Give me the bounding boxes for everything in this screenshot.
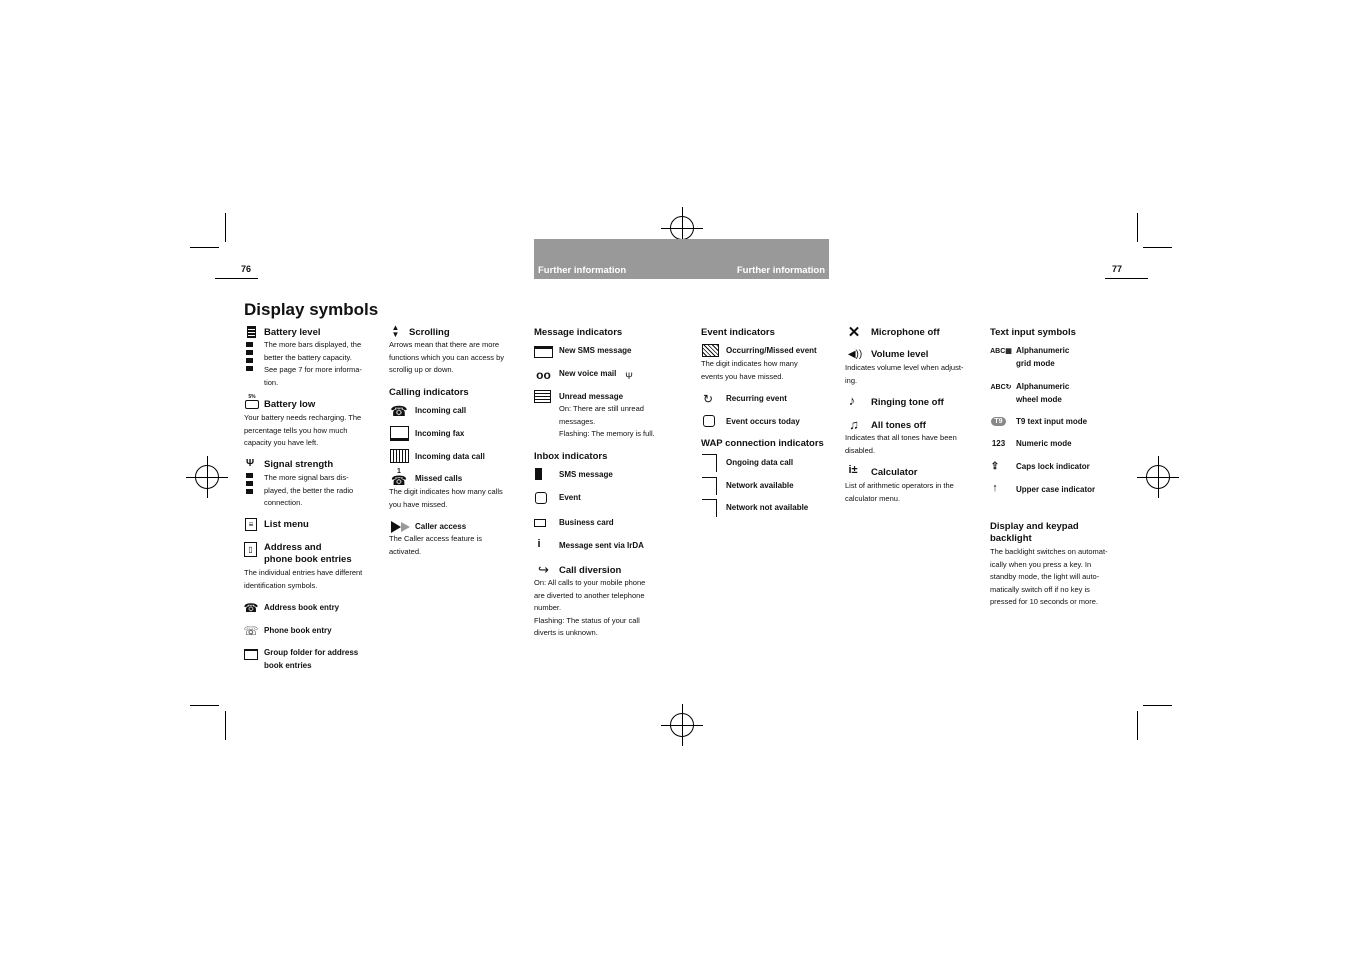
registration-mark [1146,465,1170,489]
call-diversion-text: On: All calls to your mobile phone are diverted to another telephone number. Flashing: The status of your call diverts is unknown. [534,578,646,637]
numeric-mode-label: Numeric mode [1016,439,1072,448]
crop-mark [225,213,226,242]
battery-level-text: The more bars displayed, the better the battery capacity. See page 7 for more informa- tion. [264,340,362,387]
alphanumeric-wheel-label: Alphanumeric wheel mode [1016,382,1070,404]
battery-level-title: Battery level [264,327,321,338]
wap-indicators-title: WAP connection indicators [701,438,824,449]
folder-icon [244,648,258,660]
ringing-tone-off-icon: ♪ [848,393,856,408]
battery-bars-icon [246,342,253,374]
abc-wheel-icon: ABC ↻ [990,383,1012,391]
event-today-icon [702,414,715,427]
battery-low-text: Your battery needs recharging. The percentage tells you how much capacity you have left. [244,413,362,447]
network-available-label: Network available [726,481,794,490]
voicemail-antenna-icon: Ψ [625,370,633,381]
battery-low-icon: 5% [244,394,260,410]
address-text: The individual entries have different identification symbols. [244,568,363,590]
address-book-entry-icon: ☎ [243,600,259,615]
sms-envelope-icon [534,346,553,357]
message-indicators-title: Message indicators [534,327,623,338]
incoming-call-label: Incoming call [415,406,467,415]
new-sms-label: New SMS message [559,346,632,355]
crop-mark [190,247,219,248]
text-input-symbols-title: Text input symbols [990,327,1076,338]
list-menu-title: List menu [264,519,309,530]
irda-label: Message sent via IrDA [559,541,644,550]
crop-mark [1137,711,1138,740]
numeric-icon: 123 [991,439,1006,448]
irda-icon: i [537,538,541,550]
crop-mark [1143,247,1172,248]
caps-lock-label: Caps lock indicator [1016,462,1090,471]
crop-mark [1143,705,1172,706]
data-call-page-icon [702,454,717,472]
scrolling-text: Arrows mean that there are more functions which you can access by scrollig up or down. [389,340,505,374]
volume-icon: ◀)) [847,348,863,360]
signal-bars-icon [246,473,253,497]
scrolling-title: Scrolling [409,327,450,338]
backlight-text: The backlight switches on automat- ically when you press a key. In standby mode, the light will auto- matically switch off if no key is pressed for 10 seconds or more. [990,547,1108,606]
inbox-event-label: Event [559,493,581,502]
occurring-event-label: Occurring/Missed event [726,346,817,355]
registration-mark [195,465,219,489]
inbox-sms-icon [534,467,542,481]
business-card-icon [534,518,546,527]
volume-level-title: Volume level [871,349,929,360]
data-call-icon [389,448,409,463]
incoming-data-call-label: Incoming data call [415,452,485,461]
phone-book-entry-icon: ☏ [243,623,259,638]
ringing-tone-off-title: Ringing tone off [871,397,944,408]
missed-calls-icon: 1 ☎ [390,468,408,488]
fax-icon [389,426,409,441]
recurring-event-label: Recurring event [726,394,787,403]
section-header-bar [534,239,829,279]
signal-strength-text: The more signal bars dis- played, the better the radio connection. [264,473,354,507]
incoming-fax-label: Incoming fax [415,429,465,438]
voicemail-icon: oo [536,367,551,382]
calculator-text: List of arithmetic operators in the calculator menu. [845,481,954,503]
call-diversion-icon: ↪ [538,561,549,577]
call-diversion-title: Call diversion [559,565,622,576]
crop-mark [1137,213,1138,242]
header-right: Further information [736,265,825,276]
page-number-left: 76 [241,264,252,274]
all-tones-off-text: Indicates that all tones have been disabled. [845,433,957,455]
page-number-right: 77 [1112,264,1123,274]
scroll-arrows-icon: ▲ ▼ [391,323,400,339]
battery-low-title: Battery low [264,399,316,410]
caller-access-label: Caller access [415,522,467,531]
battery-icon [246,326,256,338]
inbox-indicators-title: Inbox indicators [534,451,608,462]
microphone-off-title: Microphone off [871,327,940,338]
recurring-event-icon: ↻ [702,391,714,406]
unread-message-icon [534,390,551,403]
calling-indicators-title: Calling indicators [389,387,469,398]
network-not-available-label: Network not available [726,503,809,512]
list-menu-icon: ≡ [245,518,257,531]
event-today-label: Event occurs today [726,417,800,426]
page-number-rule [1105,278,1148,279]
address-title: Address and phone book entries [264,542,352,565]
antenna-icon: Ψ [245,458,255,469]
caller-access-text: The Caller access feature is activated. [389,534,482,556]
crop-mark [190,705,219,706]
network-available-icon [702,477,717,495]
inbox-sms-label: SMS message [559,470,613,479]
ongoing-data-call-label: Ongoing data call [726,458,794,467]
group-folder-label: Group folder for address book entries [264,648,359,670]
page-title: Display symbols [244,300,379,319]
abc-grid-icon: ABC ▦ [990,347,1012,355]
upper-case-icon: ↑ [992,482,998,494]
network-unavailable-icon [702,499,717,517]
alphanumeric-grid-label: Alphanumeric grid mode [1016,346,1070,368]
all-tones-off-title: All tones off [871,420,926,431]
missed-calls-text: The digit indicates how many calls you have missed. [389,487,503,509]
header-left: Further information [538,265,627,276]
registration-mark [670,713,694,737]
address-book-entry-label: Address book entry [264,603,340,612]
missed-calls-label: Missed calls [415,474,463,483]
unread-message-label: Unread message [559,392,624,401]
event-text: The digit indicates how many events you have missed. [701,359,798,381]
incoming-call-icon: ☎ [390,402,408,419]
t9-mode-label: T9 text input mode [1016,417,1088,426]
all-tones-off-icon: ♫ [849,417,859,432]
signal-strength-title: Signal strength [264,459,334,470]
volume-level-text: Indicates volume level when adjust- ing. [845,363,964,385]
t9-icon: T9 [990,416,1007,426]
business-card-label: Business card [559,518,614,527]
page-number-rule [215,278,258,279]
new-voicemail-label: New voice mail [559,369,617,378]
phone-book-entry-label: Phone book entry [264,626,332,635]
event-clock-icon [534,491,547,504]
unread-message-text: On: There are still unread messages. Flashing: The memory is full. [559,404,655,438]
event-indicators-title: Event indicators [701,327,775,338]
registration-mark [670,216,694,240]
backlight-title: Display and keypad backlight [990,521,1079,544]
microphone-off-icon: ✕ [847,324,861,341]
missed-event-icon [702,344,719,357]
caller-access-icon [389,520,411,533]
phonebook-icon: ▯ [244,542,257,557]
caps-lock-icon: ⇪ [990,460,1000,472]
calculator-title: Calculator [871,467,918,478]
crop-mark [225,711,226,740]
calculator-icon: i± [848,464,858,476]
upper-case-label: Upper case indicator [1016,485,1096,494]
